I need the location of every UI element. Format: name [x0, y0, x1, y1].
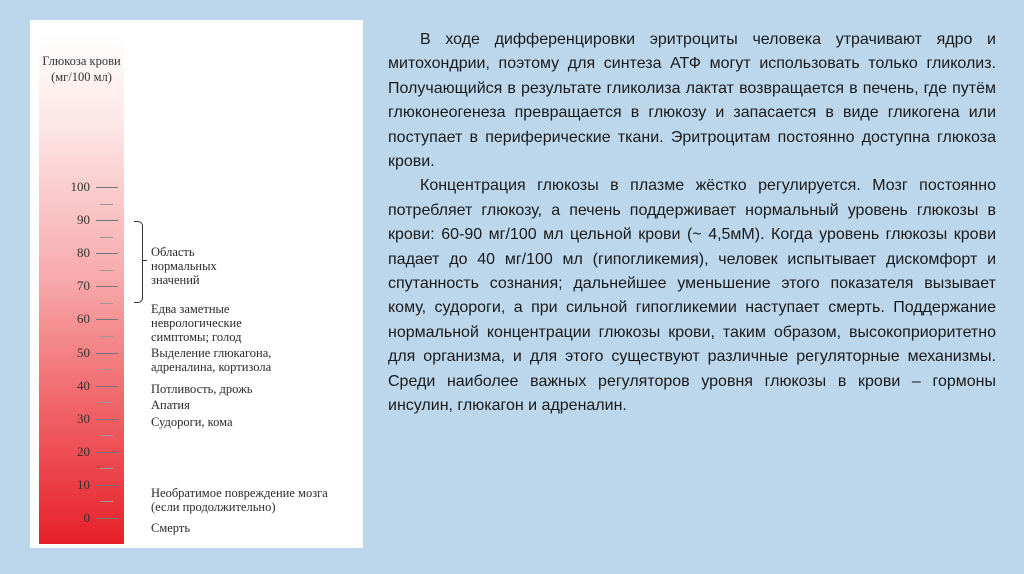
- scale-tick-label: 60: [77, 311, 90, 327]
- text-paragraph-2: Концентрация глюкозы в плазме жёстко регулируется. Мозг постоянно потребляет глюкозу, а печень поддерживает нормальный уровень глюкозы в крови: 60-90 мг/100 мл цельной крови (~ 4,5мМ). Когда уровень глюкозы крови падает до 40 мг/100 мл (гипогликемия), человек испытывает дискомфорт и спутанность сознания; дальнейшее уменьшение этого показателя вызывает кому, судороги, а при сильной гипогликемии наступает смерть. Поддержание нормальной концентрации глюкозы крови, таким образом, высокоприоритетно для организма, и для этого существуют различные регуляторные механизмы. Среди наиболее важных регуляторов уровня глюкозы в крови – гормоны инсулин, глюкагон и адреналин.: [388, 177, 996, 415]
- glucose-thermometer-bar: [39, 34, 124, 544]
- normal-range-bracket: [134, 221, 143, 303]
- scale-tick-label: 10: [77, 476, 90, 492]
- annotation-normal-range: Область нормальных значений: [151, 245, 217, 287]
- scale-tick-label: 20: [77, 443, 90, 459]
- annotation-seizures: Судороги, кома: [151, 415, 233, 429]
- scale-tick-label: 80: [77, 245, 90, 261]
- glucose-scale-figure: [30, 20, 363, 548]
- annotation-death: Смерть: [151, 521, 191, 535]
- thermometer-title-line2: (мг/100 мл): [51, 70, 112, 84]
- scale-tick-label: 50: [77, 344, 90, 360]
- scale-tick-label: 30: [77, 410, 90, 426]
- annotation-sweating: Потливость, дрожь: [151, 382, 253, 396]
- scale-tick-label: 70: [77, 278, 90, 294]
- main-text: [388, 28, 996, 419]
- scale-tick-label: 100: [70, 179, 90, 194]
- scale-tick-label: 90: [77, 212, 90, 228]
- scale-tick-label: 0: [83, 510, 90, 525]
- scale-tick-label: 40: [77, 377, 90, 393]
- annotation-hormone-release: Выделение глюкагона, адреналина, кортизола: [151, 346, 272, 374]
- normal-range-bracket-tip: [142, 260, 147, 261]
- annotation-neuro-symptoms: Едва заметные неврологические симптомы; голод: [151, 302, 242, 344]
- annotation-brain-damage: Необратимое повреждение мозга (если продолжительно): [151, 486, 328, 514]
- thermometer-title-line1: Глюкоза крови: [42, 54, 121, 68]
- text-paragraph-1: В ходе дифференцировки эритроциты человека утрачивают ядро и митохондрии, поэтому для синтеза АТФ могут использовать только гликолиз. Получающийся в результате гликолиза лактат возвращается в печень, где путём глюконеогенеза превращается в глюкозу и запасается в виде гликогена или поступает в периферические ткани. Эритроцитам постоянно доступна глюкоза крови.: [388, 31, 996, 171]
- annotation-apathy: Апатия: [151, 398, 190, 412]
